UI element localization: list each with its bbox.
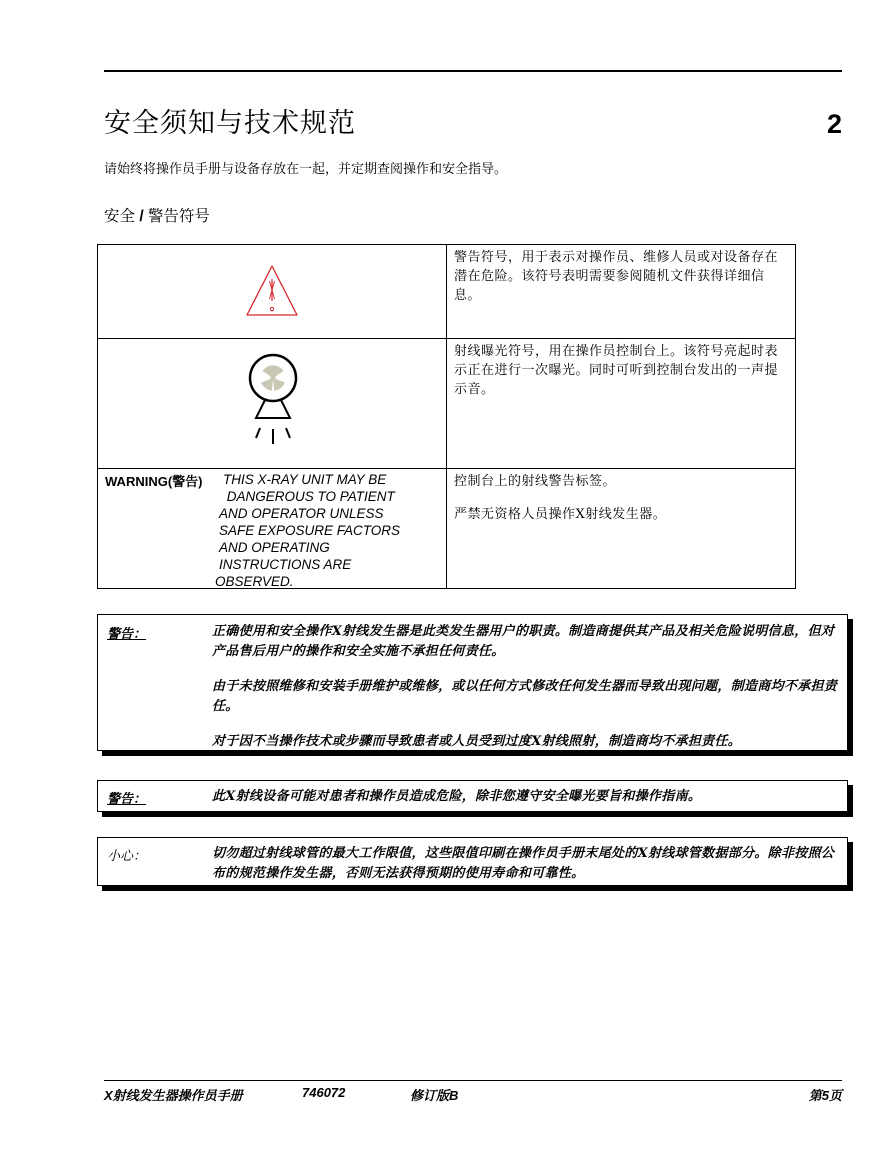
- symbol-cell: [98, 245, 447, 339]
- callout-paragraph: 对于因不当操作技术或步骤而导致患者或人员受到过度X射线照射，制造商均不承担责任。: [212, 734, 742, 749]
- description-paragraph: 严禁无资格人员操作X射线发生器。: [454, 507, 667, 522]
- callout-label: 小心：: [107, 849, 147, 864]
- symbol-description: [447, 469, 796, 589]
- warning-label-cell: [98, 469, 447, 589]
- symbols-table: [97, 244, 796, 589]
- warning-label: WARNING(警告): [105, 474, 203, 489]
- warning-line: OBSERVED.: [215, 574, 294, 589]
- warning-line: AND OPERATOR UNLESS: [219, 506, 384, 521]
- radiation-exposure-icon: [98, 339, 447, 464]
- table-row: [98, 339, 796, 469]
- warning-line: THIS X-RAY UNIT MAY BE: [223, 472, 387, 487]
- footer-revision: 修订版B: [410, 1088, 459, 1103]
- callout-paragraph: 正确使用和安全操作X射线发生器是此类发生器用户的职责。制造商提供其产品及相关危险说明信息，但对产品售后用户的操作和安全实施不承担任何责任。: [212, 624, 835, 659]
- warning-label-text: [215, 471, 441, 590]
- table-row: [98, 469, 796, 589]
- warning-line: AND OPERATING: [219, 540, 330, 555]
- symbol-description: 射线曝光符号，用在操作员控制台上。该符号亮起时表示正在进行一次曝光。同时可听到控制台发出的一声提示音。: [447, 339, 796, 469]
- warning-line: SAFE EXPOSURE FACTORS: [219, 523, 401, 538]
- symbol-description: 警告符号，用于表示对操作员、维修人员或对设备存在潜在危险。该符号表明需要参阅随机文件获得详细信息。: [447, 245, 796, 339]
- caution-callout: [97, 837, 848, 886]
- callout-body: [212, 844, 842, 899]
- callout-paragraph: 切勿超过射线球管的最大工作限值，这些限值印刷在操作员手册末尾处的X射线球管数据部分。除非按照公布的规范操作发生器，否则无法获得预期的使用寿命和可靠性。: [212, 846, 835, 881]
- footer-part-number: 746072: [302, 1085, 346, 1100]
- footer-manual-title: X射线发生器操作员手册: [104, 1088, 243, 1103]
- section-heading-slash: /: [139, 208, 144, 225]
- section-heading: [104, 206, 210, 228]
- callout-body: [212, 622, 842, 767]
- header-rule: [104, 70, 842, 72]
- warning-callout: [97, 614, 848, 751]
- callout-paragraph: 此X射线设备可能对患者和操作员造成危险，除非您遵守安全曝光要旨和操作指南。: [212, 789, 702, 804]
- description-paragraph: 控制台上的射线警告标签。: [454, 474, 617, 489]
- symbol-cell: [98, 339, 447, 469]
- section-heading-prefix: 安全: [104, 208, 140, 225]
- warning-triangle-icon: [98, 245, 447, 334]
- table-row: [98, 245, 796, 339]
- footer-rule: [104, 1080, 842, 1081]
- warning-line: DANGEROUS TO PATIENT: [223, 489, 395, 504]
- footer-page-number: 第5页: [808, 1088, 842, 1103]
- callout-paragraph: 由于未按照维修和安装手册维护或维修，或以任何方式修改任何发生器而导致出现问题，制造商均不承担责任。: [212, 679, 838, 714]
- chapter-number: 2: [826, 109, 842, 139]
- callout-body: [212, 787, 842, 822]
- callout-label: 警告：: [107, 792, 147, 807]
- warning-callout: [97, 780, 848, 812]
- section-heading-suffix: 警告符号: [143, 208, 210, 225]
- intro-text: 请始终将操作员手册与设备存放在一起，并定期查阅操作和安全指导。: [104, 162, 508, 177]
- chapter-title: 安全须知与技术规范: [104, 108, 356, 139]
- warning-line: INSTRUCTIONS ARE: [219, 557, 352, 572]
- callout-label: 警告：: [107, 627, 147, 642]
